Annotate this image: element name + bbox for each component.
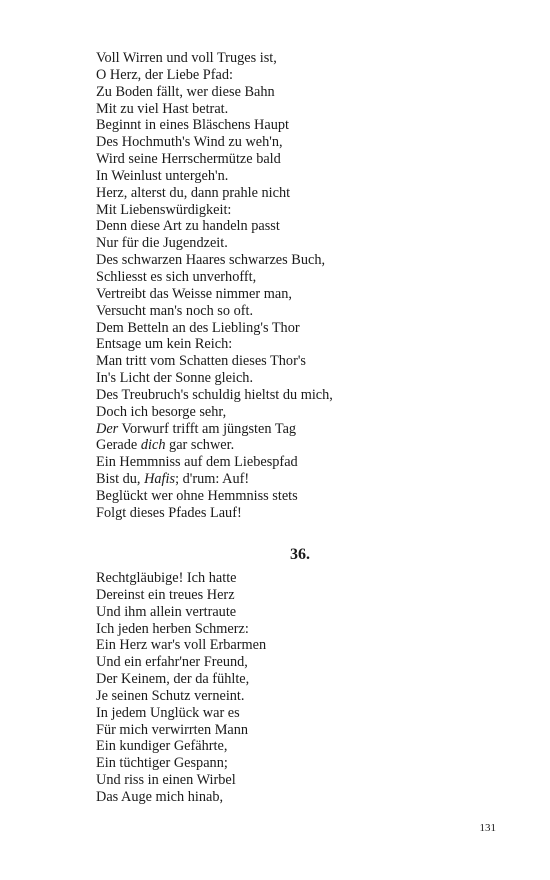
verse-text: Man tritt vom Schatten dieses Thor's xyxy=(96,353,306,370)
verse-text: Ein Herz war's voll Erbarmen xyxy=(96,637,267,654)
verse-line xyxy=(96,772,266,789)
verse-text: O Herz, der Liebe Pfad: xyxy=(96,66,233,83)
verse-line xyxy=(96,505,333,522)
verse-line xyxy=(96,421,333,438)
poem-number: 36. xyxy=(290,546,310,563)
verse-text: Ein tüchtiger Gespann; xyxy=(96,755,228,772)
verse-text: In jedem Unglück war es xyxy=(96,704,240,721)
verse-text: Dem Betteln an des Liebling's Thor xyxy=(96,319,300,336)
verse-line xyxy=(96,320,333,337)
verse-text: Und ein erfahr'ner Freund, xyxy=(96,654,248,671)
verse-line xyxy=(96,286,333,303)
verse-text: Und riss in einen Wirbel xyxy=(96,772,236,789)
verse-text: Versucht man's noch so oft. xyxy=(96,302,254,319)
verse-text: Je seinen Schutz verneint. xyxy=(96,687,245,704)
verse-emphasis: dich xyxy=(140,437,166,454)
verse-line xyxy=(96,570,266,587)
verse-line xyxy=(96,404,333,421)
verse-emphasis: Hafis xyxy=(144,471,176,488)
verse-text: In Weinlust untergeh'n. xyxy=(96,167,229,184)
verse-text: Mit Liebenswürdigkeit: xyxy=(96,201,232,218)
verse-line xyxy=(96,454,333,471)
verse-text: Wird seine Herrschermütze bald xyxy=(96,151,281,168)
verse-line xyxy=(96,621,266,638)
verse-text: Der Keinem, der da fühlte, xyxy=(96,671,250,688)
verse-line xyxy=(96,50,333,67)
verse-line xyxy=(96,587,266,604)
verse-text: Doch ich besorge sehr, xyxy=(96,403,227,420)
poem-36 xyxy=(96,570,266,806)
verse-line xyxy=(96,202,333,219)
verse-text: Und ihm allein vertraute xyxy=(96,603,237,620)
verse-text: Dereinst ein treues Herz xyxy=(96,586,235,603)
verse-text: In's Licht der Sonne gleich. xyxy=(96,370,254,387)
page-number: 131 xyxy=(479,822,496,834)
verse-line xyxy=(96,336,333,353)
verse-line xyxy=(96,755,266,772)
verse-line xyxy=(96,117,333,134)
verse-text: Mit zu viel Hast betrat. xyxy=(96,100,229,117)
verse-text: Ich jeden herben Schmerz: xyxy=(96,620,249,637)
verse-line xyxy=(96,252,333,269)
verse-line xyxy=(96,84,333,101)
verse-line xyxy=(96,722,266,739)
verse-text: Gerade xyxy=(96,437,141,454)
verse-line xyxy=(96,353,333,370)
verse-text: Schliesst es sich unverhofft, xyxy=(96,268,257,285)
verse-line xyxy=(96,67,333,84)
verse-text: Denn diese Art zu handeln passt xyxy=(96,218,280,235)
verse-line xyxy=(96,218,333,235)
verse-text: Bist du, xyxy=(96,471,145,488)
verse-line xyxy=(96,185,333,202)
verse-line xyxy=(96,705,266,722)
verse-text: Des Hochmuth's Wind zu weh'n, xyxy=(96,134,283,151)
verse-text: Des Treubruch's schuldig hieltst du mich, xyxy=(96,386,333,403)
verse-line xyxy=(96,387,333,404)
verse-line xyxy=(96,654,266,671)
verse-line xyxy=(96,134,333,151)
verse-text: ; d'rum: Auf! xyxy=(175,471,250,488)
verse-text: Ein Hemmniss auf dem Liebespfad xyxy=(96,454,298,471)
verse-text: Für mich verwirrten Mann xyxy=(96,721,249,738)
verse-text: Vorwurf trifft am jüngsten Tag xyxy=(118,420,297,437)
verse-text: Das Auge mich hinab, xyxy=(96,788,224,805)
verse-text: Beginnt in eines Bläschens Haupt xyxy=(96,117,289,134)
verse-text: Herz, alterst du, dann prahle nicht xyxy=(96,184,291,201)
verse-text: Rechtgläubige! Ich hatte xyxy=(96,570,237,586)
verse-line xyxy=(96,671,266,688)
verse-line xyxy=(96,471,333,488)
verse-line xyxy=(96,168,333,185)
verse-text: Nur für die Jugendzeit. xyxy=(96,235,228,252)
verse-line xyxy=(96,637,266,654)
verse-line xyxy=(96,101,333,118)
verse-text: Ein kundiger Gefährte, xyxy=(96,738,228,755)
verse-line xyxy=(96,437,333,454)
poem-35-continuation xyxy=(96,50,333,522)
verse-text: Des schwarzen Haares schwarzes Buch, xyxy=(96,252,326,269)
verse-line xyxy=(96,738,266,755)
verse-text: Folgt dieses Pfades Lauf! xyxy=(96,504,242,521)
verse-line xyxy=(96,303,333,320)
verse-line xyxy=(96,789,266,806)
verse-text: Vertreibt das Weisse nimmer man, xyxy=(96,285,292,302)
verse-text: Entsage um kein Reich: xyxy=(96,336,233,353)
verse-line xyxy=(96,269,333,286)
verse-text: Zu Boden fällt, wer diese Bahn xyxy=(96,83,275,100)
verse-line xyxy=(96,688,266,705)
verse-text: Voll Wirren und voll Truges ist, xyxy=(96,50,277,66)
verse-line xyxy=(96,235,333,252)
verse-text: Beglückt wer ohne Hemmniss stets xyxy=(96,487,298,504)
verse-line xyxy=(96,604,266,621)
verse-line xyxy=(96,151,333,168)
verse-text: gar schwer. xyxy=(165,437,235,454)
verse-line xyxy=(96,488,333,505)
verse-emphasis: Der xyxy=(96,420,119,437)
verse-line xyxy=(96,370,333,387)
